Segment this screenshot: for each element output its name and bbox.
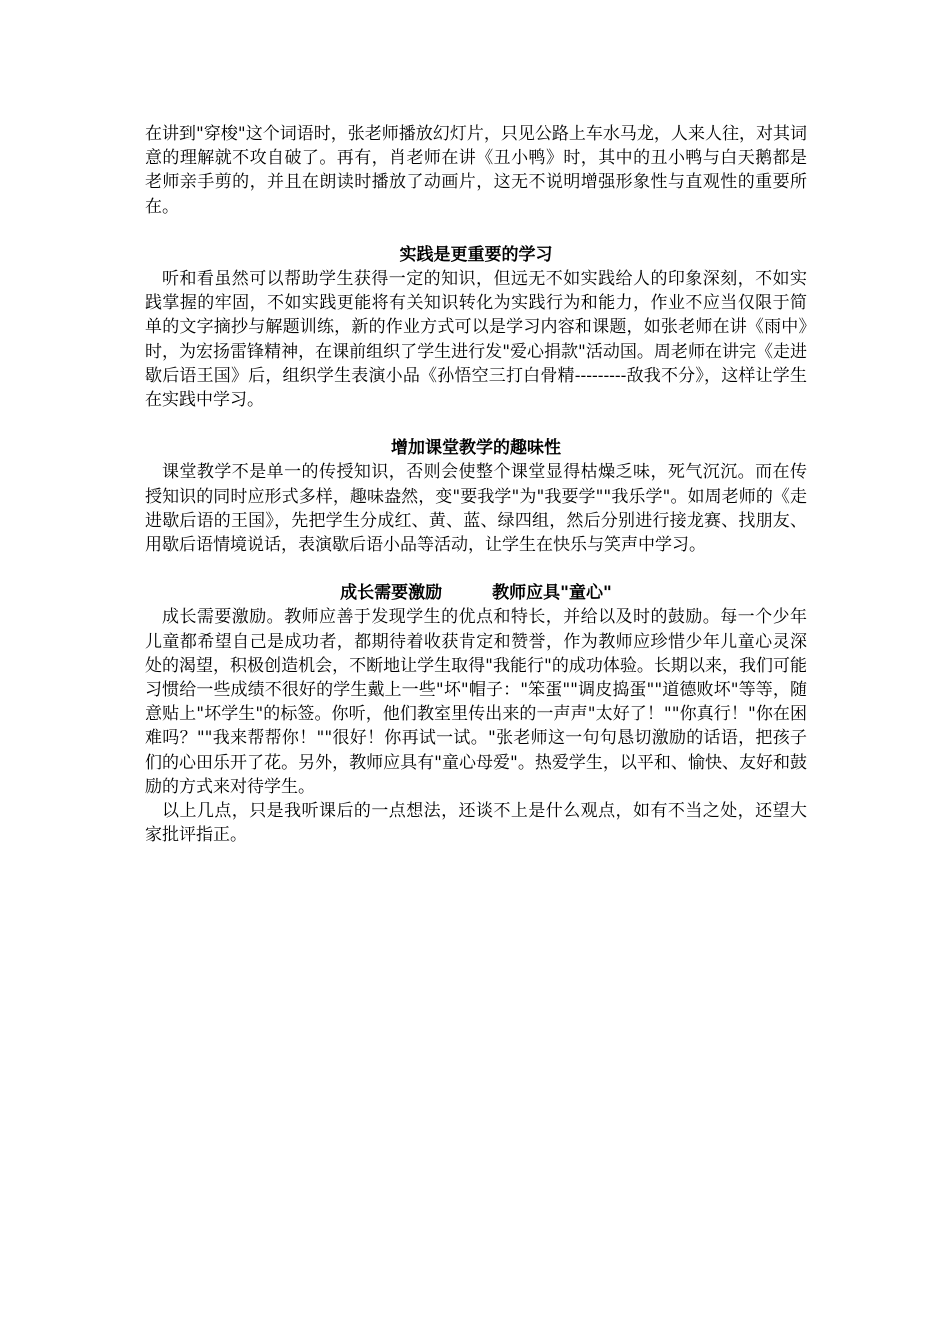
section-heading-practice: 实践是更重要的学习 (399, 244, 553, 265)
interest-paragraph: 课堂教学不是单一的传授知识，否则会使整个课堂显得枯燥乏味，死气沉沉。而在传授知识的同时应形式多样，趣味盎然，变"要我学"为"我要学""我乐学"。如周老师的《走进歇后语的王国》，先把学生分成红、黄、蓝、绿四组，然后分别进行接龙赛、找朋友、用歇后语情境说话，表演歇后语小品等活动，让学生在快乐与笑声中学习。 (145, 462, 807, 556)
section-spacer (145, 219, 807, 243)
section-heading-interest: 增加课堂教学的趣味性 (391, 438, 561, 459)
heading-part-childlike-heart: 教师应具"童心" (492, 583, 612, 604)
closing-paragraph: 以上几点，只是我听课后的一点想法，还谈不上是什么观点，如有不当之处，还望大家批评指正。 (145, 801, 807, 846)
intro-paragraph: 在讲到"穿梭"这个词语时，张老师播放幻灯片，只见公路上车水马龙，人来人往，对其词意的理解就不攻自破了。再有，肖老师在讲《丑小鸭》时，其中的丑小鸭与白天鹅都是老师亲手剪的，并且在朗读时播放了动画片，这无不说明增强形象性与直观性的重要所在。 (145, 124, 807, 217)
heading-part-growth: 成长需要激励 (340, 583, 443, 604)
document-page (145, 122, 807, 847)
section-spacer (145, 557, 807, 581)
practice-paragraph: 听和看虽然可以帮助学生获得一定的知识，但远无不如实践给人的印象深刻，不如实践掌握的牢固，不如实践更能将有关知识转化为实践行为和能力，作业不应当仅限于简单的文字摘抄与解题训练，新的作业方式可以是学习内容和课题，如张老师在讲《雨中》时，为宏扬雷锋精神，在课前组织了学生进行发"爱心捐款"活动国。周老师在讲完《走进歇后语王国》后，组织学生表演小品《孙悟空三打白骨精---------敌我不分》，这样让学生在实践中学习。 (145, 269, 807, 411)
section-spacer (145, 412, 807, 436)
encouragement-paragraph: 成长需要激励。教师应善于发现学生的优点和特长，并给以及时的鼓励。每一个少年儿童都希望自己是成功者，都期待着收获肯定和赞誉，作为教师应珍惜少年儿童心灵深处的渴望，积极创造机会，不断地让学生取得"我能行"的成功体验。长期以来，我们可能习惯给一些成绩不很好的学生戴上一些"坏"帽子："笨蛋""调皮捣蛋""道德败坏"等等，随意贴上"坏学生"的标签。你听，他们教室里传出来的一声声"太好了！""你真行！"你在困难吗？""我来帮帮你！""很好！你再试一试。"张老师这一句句恳切激励的话语，把孩子们的心田乐开了花。另外，教师应具有"童心母爱"。热爱学生，以平和、愉快、友好和鼓励的方式来对待学生。 (145, 607, 807, 797)
section-heading-encouragement (145, 581, 807, 605)
